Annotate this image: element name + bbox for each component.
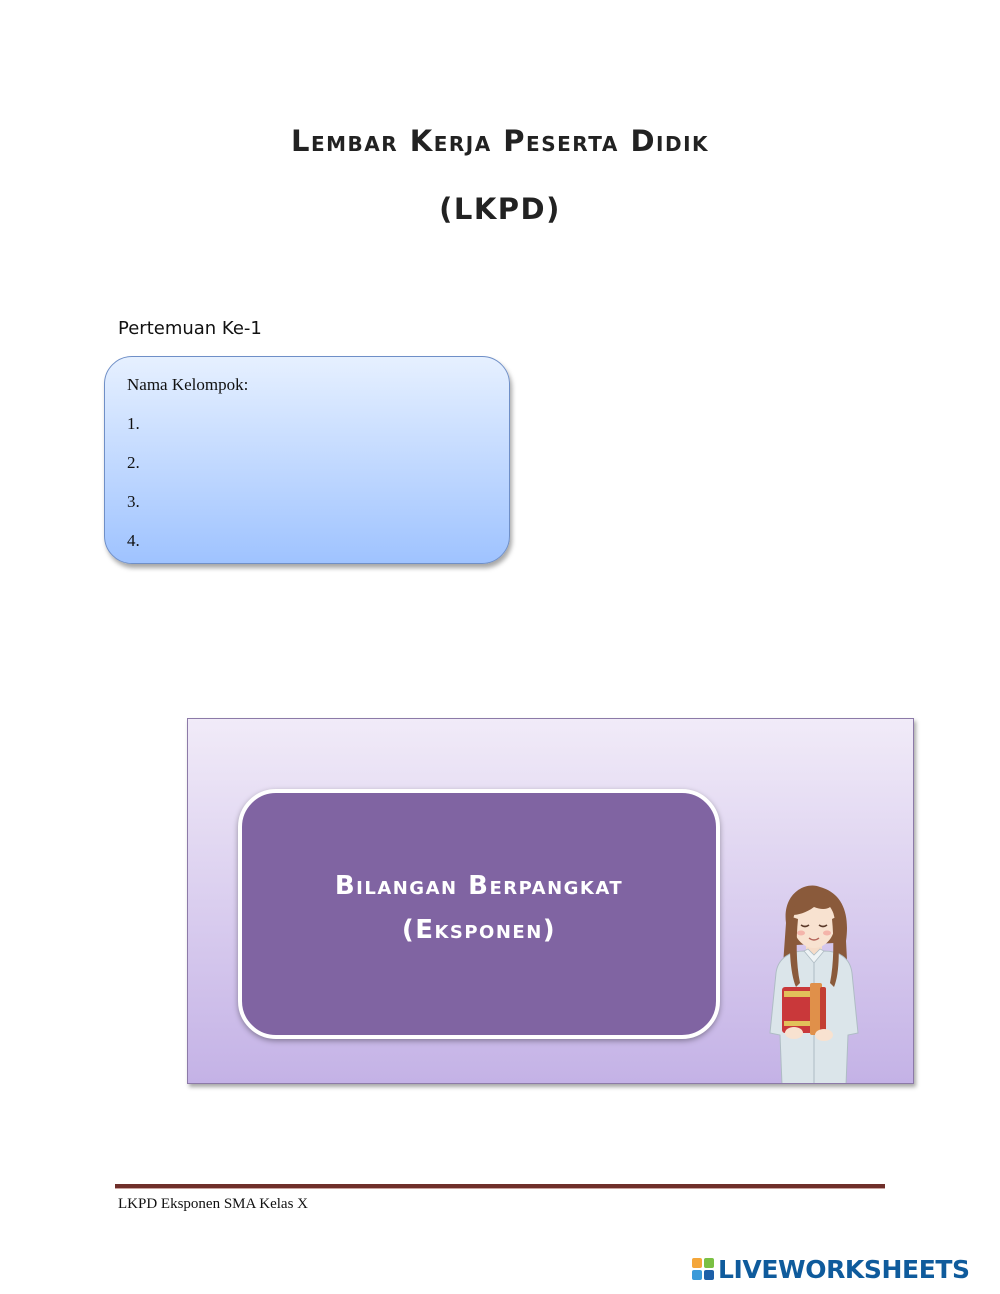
group-member-1: 1. [127,414,140,433]
logo-square-icon [704,1258,714,1268]
footer-text: LKPD Eksponen SMA Kelas X [118,1196,308,1212]
group-member-2: 2. [127,453,140,472]
logo-square-icon [692,1258,702,1268]
topic-box [238,789,720,1039]
meeting-label: Pertemuan Ke-1 [118,318,262,339]
group-member-4: 4. [127,531,140,550]
girl-holding-books-illustration [754,883,874,1084]
topic-subtitle: (Eksponen) [401,915,557,945]
group-label: Nama Kelompok: [127,375,249,394]
liveworksheets-logo-icon [692,1258,714,1280]
topic-title: Bilangan Berpangkat [334,871,624,901]
logo-square-icon [704,1270,714,1280]
liveworksheets-brand[interactable] [692,1254,970,1284]
footer-divider [115,1184,885,1189]
group-member-3: 3. [127,492,140,511]
logo-square-icon [692,1270,702,1280]
brand-name: LIVEWORKSHEETS [718,1254,970,1284]
worksheet-subtitle: (LKPD) [439,192,561,226]
cover-banner [187,718,914,1084]
worksheet-title: Lembar Kerja Peserta Didik [290,124,710,158]
group-members-box [104,356,510,564]
